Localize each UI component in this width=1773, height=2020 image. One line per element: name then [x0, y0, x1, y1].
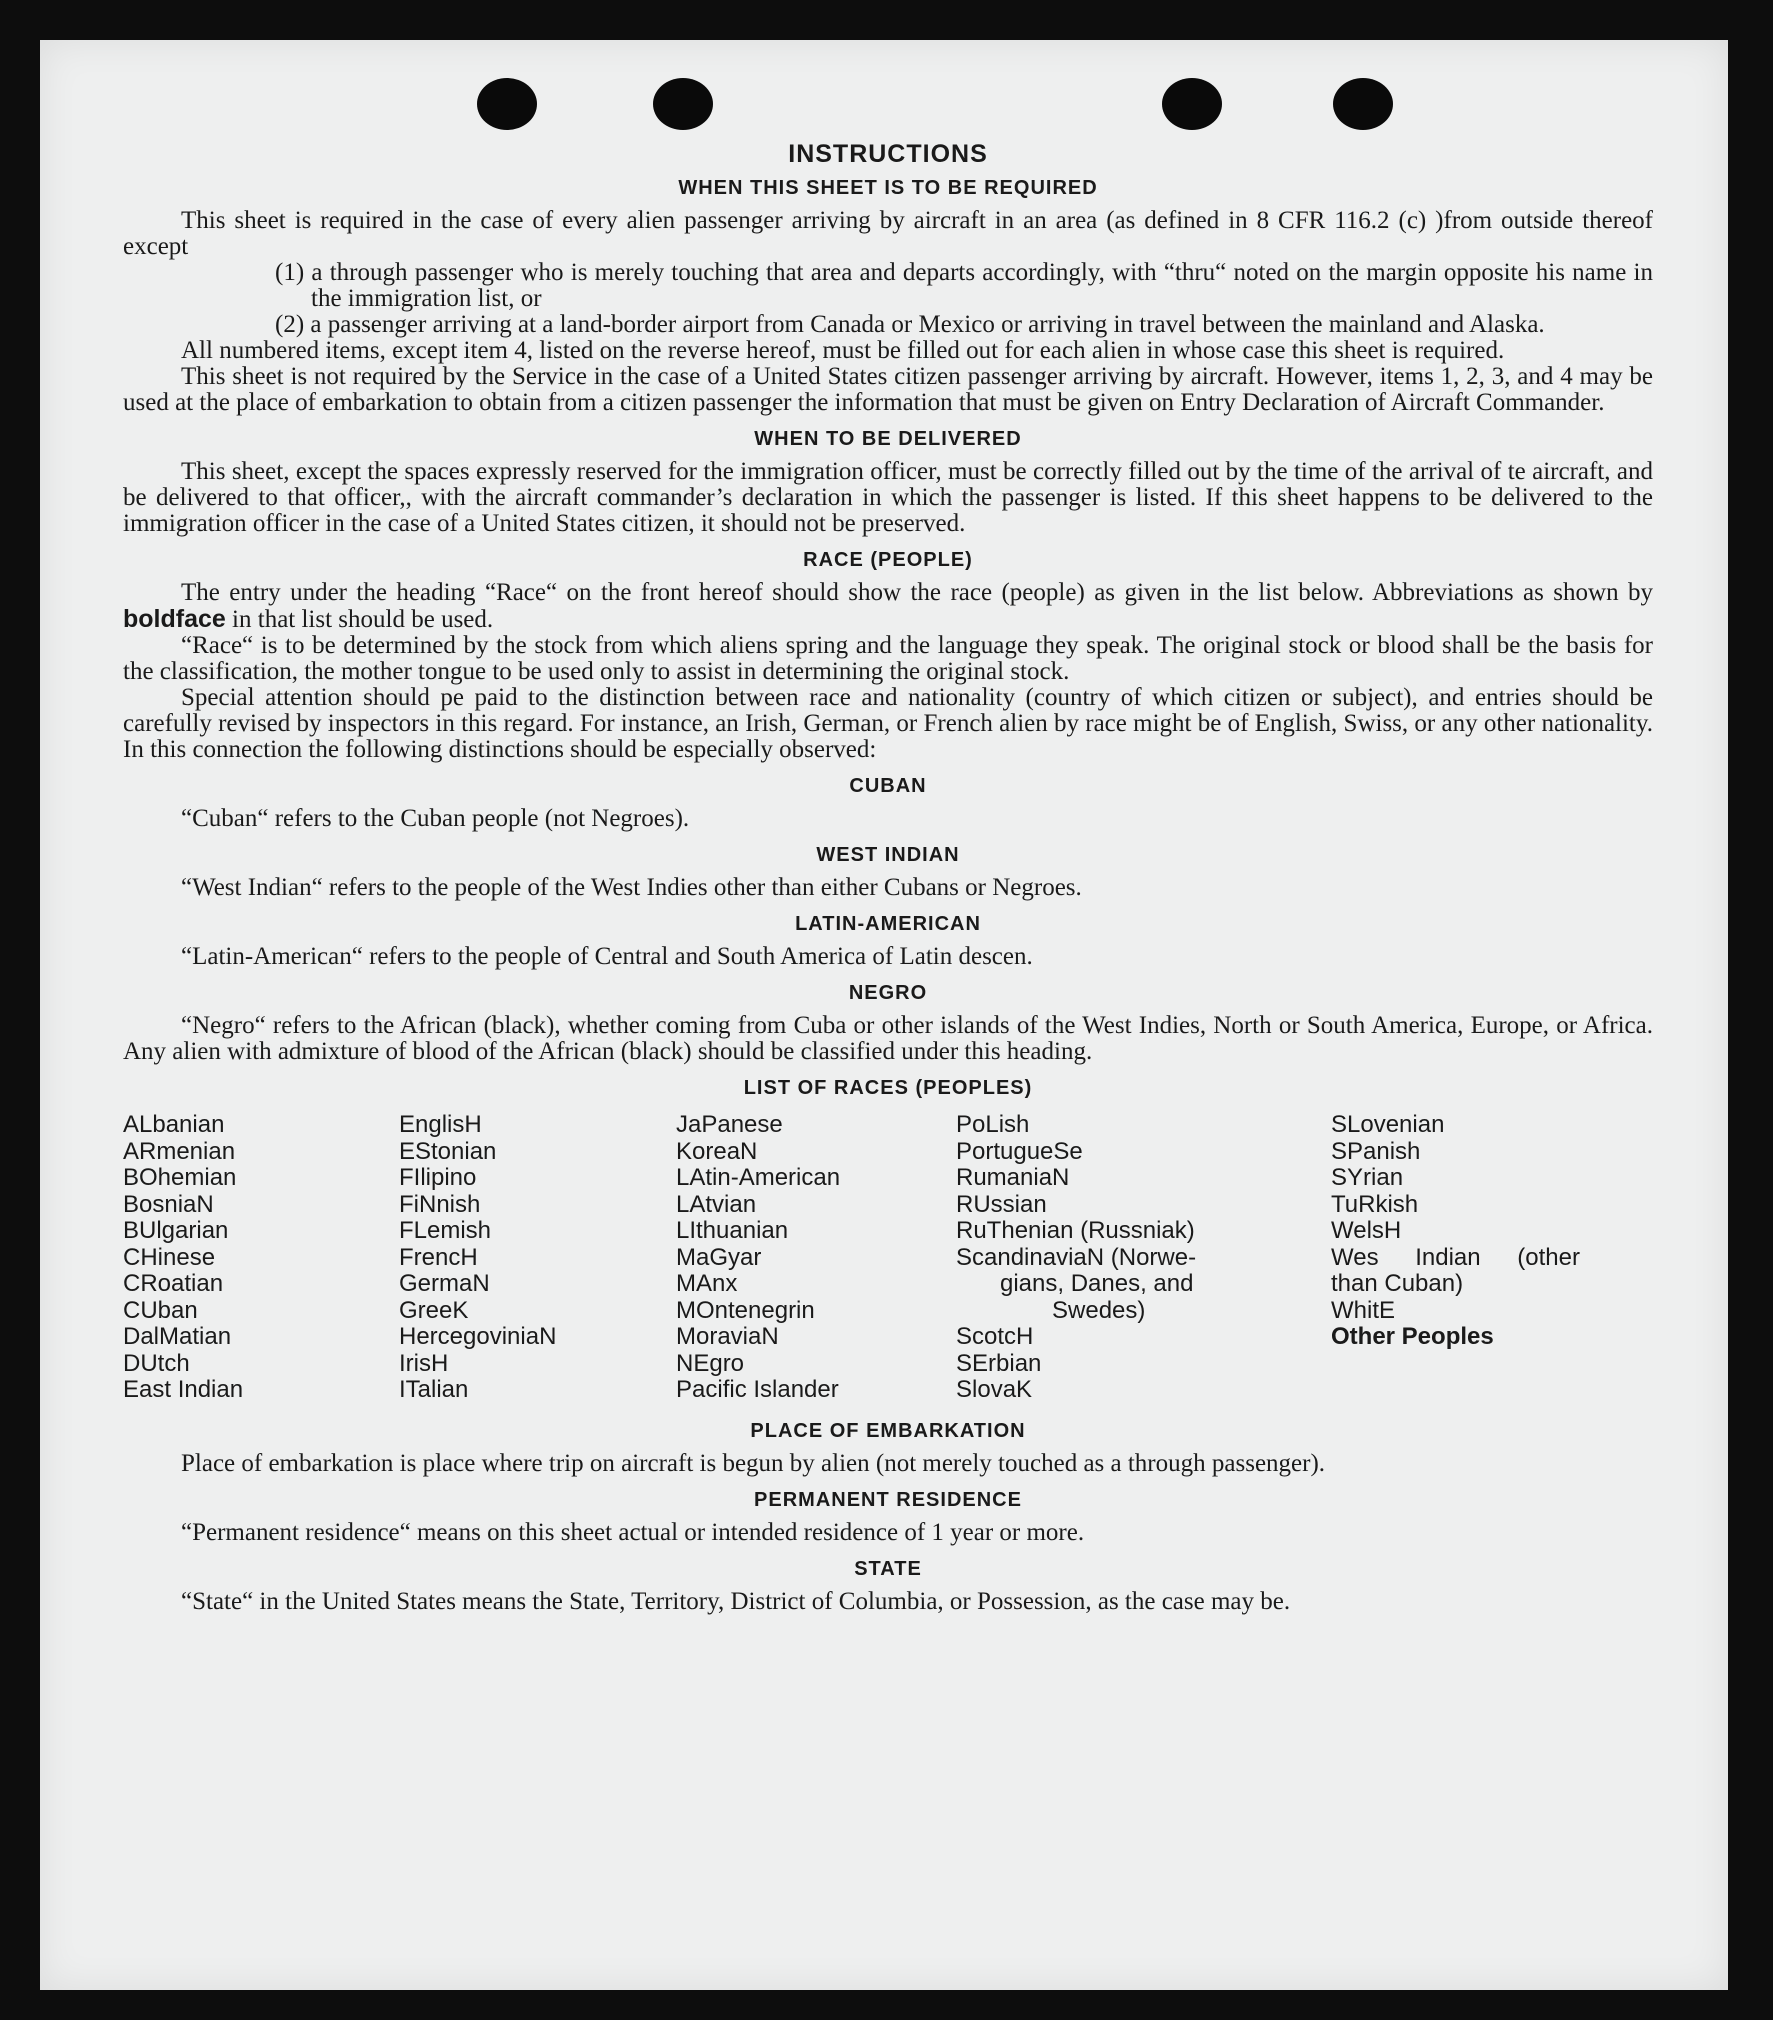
race-paragraph-1	[123, 580, 1653, 633]
latin-american-heading: LATIN-AMERICAN	[795, 913, 981, 935]
document-sheet	[40, 40, 1728, 1990]
negro-text: “Negro“ refers to the African (black), whether coming from Cuba or other islands of the West Indies, North or South America, Europe, or Africa. Any alien with admixture of blood of the African (black) should be classified under this heading.	[123, 1012, 1653, 1065]
race-entry: Wes Indian (other	[1331, 1243, 1580, 1271]
race-entry: ScotcH	[956, 1323, 1034, 1350]
race-entry: GermaN	[399, 1270, 490, 1297]
race-paragraph-2: “Race“ is to be determined by the stock from which aliens spring and the language they speak. The original stock or blood shall be the basis for the classification, the mother tongue to be used only to assist in determining the original stock.	[123, 632, 1653, 685]
races-column-1	[123, 1112, 399, 1404]
when-required-paragraph-3: This sheet is not required by the Service in the case of a United States citizen passenger arriving by aircraft. However, items 1, 2, 3, and 4 may be used at the place of embarkation to obtain from a citizen passenger the information that must be given on Entry Declaration of Aircraft Commander.	[123, 363, 1653, 416]
race-paragraph-3: Special attention should pe paid to the distinction between race and nationality (country of which citizen or subject), and entries should be carefully revised by inspectors in this regard. For instance, an Irish, German, or French alien by race might be of English, Swiss, or any other nationality. In this connection the following distinctions should be especially observed:	[123, 684, 1653, 763]
race-entry: MAnx	[676, 1270, 738, 1297]
race-entry: DalMatian	[123, 1323, 232, 1350]
race-heading: RACE (PEOPLE)	[803, 549, 973, 571]
when-delivered-paragraph: This sheet, except the spaces expressly reserved for the immigration officer, must be correctly filled out by the time of the arrival of te aircraft, and be delivered to that officer,, with the aircraft commander’s declaration in which the passenger is listed. If this sheet happens to be delivered to the immigration officer in the case of a United States citizen, it should not be preserved.	[123, 458, 1653, 537]
race-entry: PoLish	[956, 1111, 1030, 1138]
race-entry: IrisH	[399, 1349, 449, 1377]
race-entry: SPanish	[1331, 1137, 1421, 1165]
race-entry: TuRkish	[1331, 1190, 1419, 1218]
race-entry: BosniaN	[123, 1190, 214, 1218]
when-required-paragraph-1: This sheet is required in the case of every alien passenger arriving by aircraft in an area (as defined in 8 CFR 116.2 (c) )from outside thereof except	[123, 207, 1653, 260]
race-entry: BOhemian	[123, 1164, 237, 1191]
west-indian-heading: WEST INDIAN	[816, 844, 960, 866]
race-entry: RuThenian (Russniak)	[956, 1217, 1195, 1244]
race-entry: EnglisH	[399, 1111, 482, 1138]
race-entry: RUssian	[956, 1190, 1047, 1218]
race-entry: than Cuban)	[1331, 1270, 1464, 1297]
race-entry: JaPanese	[676, 1111, 783, 1138]
race-entry: HercegoviniaN	[399, 1323, 557, 1350]
races-column-2	[399, 1112, 676, 1404]
west-indian-text: “West Indian“ refers to the people of the West Indies other than either Cubans or Negroes.	[181, 874, 1082, 901]
race-entry: WhitE	[1331, 1296, 1396, 1324]
race-entry: ScandinaviaN (Norwe-	[956, 1243, 1197, 1271]
instructions-content	[123, 100, 1653, 1615]
race-entry: LIthuanian	[676, 1217, 789, 1244]
race-entry: NEgro	[676, 1349, 745, 1377]
embarkation-heading: PLACE OF EMBARKATION	[750, 1419, 1026, 1442]
state-text: “State“ in the United States means the State, Territory, District of Columbia, or Possession, as the case may be.	[181, 1587, 1291, 1615]
race-entry: LAtvian	[676, 1190, 757, 1218]
race-entry: SLovenian	[1331, 1111, 1445, 1138]
when-required-heading: WHEN THIS SHEET IS TO BE REQUIRED	[678, 177, 1098, 199]
race-entry: ARmenian	[123, 1137, 236, 1165]
race-entry: KoreaN	[676, 1137, 758, 1165]
race-entry: FIlipino	[399, 1164, 477, 1191]
race-entry: East Indian	[123, 1376, 244, 1403]
race-entry: MaGyar	[676, 1243, 762, 1271]
race-entry: Pacific Islander	[676, 1376, 839, 1403]
race-entry: SYrian	[1331, 1164, 1404, 1191]
races-column-3	[676, 1112, 956, 1404]
races-list	[123, 1112, 1653, 1404]
race-entry: Swedes)	[1052, 1296, 1146, 1324]
race-entry: DUtch	[123, 1349, 190, 1377]
permanent-residence-heading: PERMANENT RESIDENCE	[754, 1488, 1022, 1511]
exception-item-2: (2) a passenger arriving at a land-border airport from Canada or Mexico or arriving in travel between the mainland and Alaska.	[275, 311, 1545, 338]
list-of-races-heading: LIST OF RACES (PEOPLES)	[743, 1077, 1033, 1099]
race-entry: SErbian	[956, 1349, 1042, 1377]
race-entry: ITalian	[399, 1376, 469, 1403]
cuban-heading: CUBAN	[849, 775, 927, 797]
race-entry-other-peoples: Other Peoples	[1331, 1323, 1494, 1350]
exception-item-1: (1) a through passenger who is merely touching that area and departs accordingly, with “thru“ noted on the margin opposite his name in the immigration list, or	[275, 259, 1653, 312]
race-entry: EStonian	[399, 1137, 497, 1165]
state-heading: STATE	[854, 1557, 922, 1580]
race-entry: SlovaK	[956, 1376, 1033, 1403]
race-p1-end: in that list should be used.	[225, 606, 494, 633]
race-p1-boldface: boldface	[123, 605, 226, 633]
race-entry: PortugueSe	[956, 1137, 1083, 1165]
race-entry: MoraviaN	[676, 1323, 779, 1350]
race-entry: RumaniaN	[956, 1164, 1070, 1191]
race-entry: BUlgarian	[123, 1217, 229, 1244]
race-entry: FiNnish	[399, 1190, 481, 1218]
race-entry: CRoatian	[123, 1270, 224, 1297]
embarkation-text: Place of embarkation is place where trip on aircraft is begun by alien (not merely touched as a through passenger).	[181, 1449, 1326, 1477]
race-entry: ALbanian	[123, 1111, 225, 1138]
race-entry: CHinese	[123, 1243, 216, 1271]
permanent-residence-text: “Permanent residence“ means on this sheet actual or intended residence of 1 year or more.	[181, 1518, 1085, 1546]
page-title: INSTRUCTIONS	[788, 140, 988, 168]
race-entry: FLemish	[399, 1217, 492, 1244]
race-entry: LAtin-American	[676, 1164, 841, 1191]
race-p1-start: The entry under the heading “Race“ on the front hereof should show the race (people) as given in the list below. Abbreviations as shown by	[181, 579, 1653, 606]
race-entry: gians, Danes, and	[1000, 1270, 1194, 1297]
races-column-4	[956, 1112, 1331, 1404]
cuban-text: “Cuban“ refers to the Cuban people (not Negroes).	[181, 805, 690, 832]
when-delivered-heading: WHEN TO BE DELIVERED	[754, 428, 1022, 450]
race-entry: FrencH	[399, 1243, 478, 1271]
latin-american-text: “Latin-American“ refers to the people of Central and South America of Latin descen.	[181, 943, 1033, 970]
race-entry: WelsH	[1331, 1217, 1402, 1244]
races-column-5	[1331, 1112, 1631, 1404]
race-entry: GreeK	[399, 1296, 469, 1324]
race-entry: CUban	[123, 1296, 198, 1324]
when-required-paragraph-2: All numbered items, except item 4, listed on the reverse hereof, must be filled out for each alien in whose case this sheet is required.	[181, 337, 1505, 364]
negro-heading: NEGRO	[848, 982, 928, 1004]
race-entry: MOntenegrin	[676, 1296, 815, 1324]
